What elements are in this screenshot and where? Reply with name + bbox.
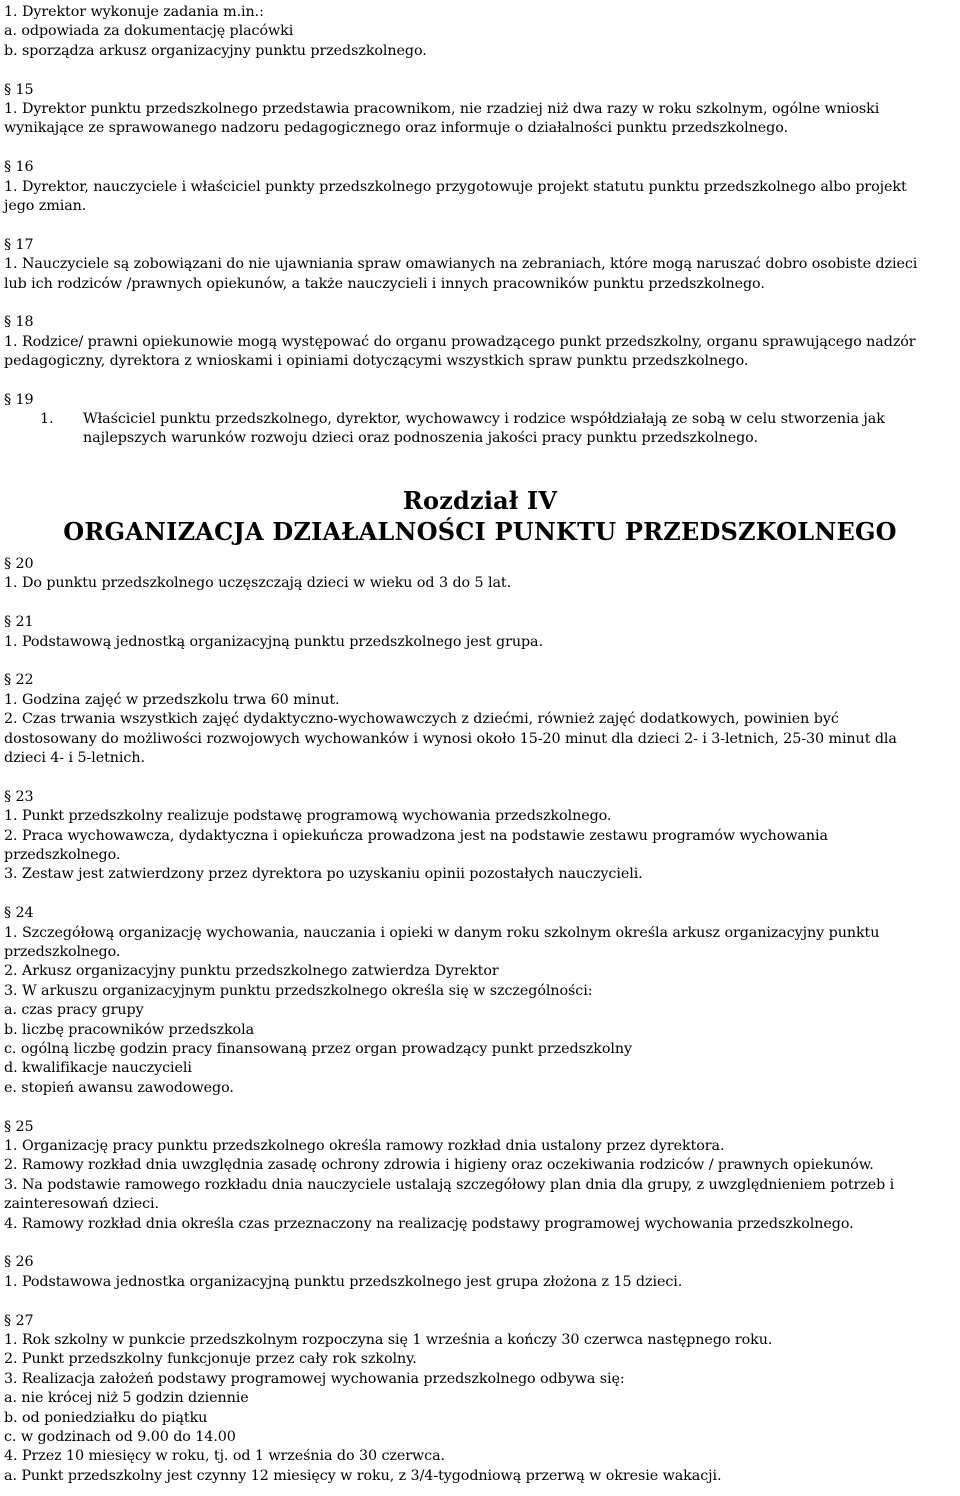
bottom-line-27: e. stopień awansu zawodowego. (4, 1079, 234, 1096)
bottom-line-37: 1. Podstawowa jednostka organizacyjną punktu przedszkolnego jest grupa złożona z 15 dzieci. (4, 1273, 683, 1290)
top-line-5: 1. Dyrektor punktu przedszkolnego przedstawia pracownikom, nie rzadziej niż dwa razy w roku szkolnym, ogólne wnioski (4, 101, 880, 117)
bottom-line-13: 1. Punkt przedszkolny realizuje podstawę programową wychowania przedszkolnego. (4, 808, 612, 825)
bottom-line-9: dostosowany do możliwości rozwojowych wychowanków i wynosi około 15-20 minut dla dzieci 2- i 3-letnich, 25-30 minut dla (4, 730, 897, 747)
top-line-14: lub ich rodziców /prawnych opiekunów, a także nauczycieli i innych pracowników punktu przedszkolnego. (4, 275, 765, 292)
top-line-2: b. sporządza arkusz organizacyjny punktu przedszkolnego. (4, 42, 427, 59)
p19-number: 1. (40, 411, 54, 427)
bottom-line-23: a. czas pracy grupy (4, 1002, 144, 1019)
bottom-line-45: c. w godzinach od 9.00 do 14.00 (4, 1429, 236, 1445)
top-line-0: 1. Dyrektor wykonuje zadania m.in.: (4, 4, 264, 20)
bottom-line-40: 1. Rok szkolny w punkcie przedszkolnym rozpoczyna się 1 września a kończy 30 czerwca następnego roku. (4, 1332, 773, 1348)
bottom-line-7: 1. Godzina zajęć w przedszkolu trwa 60 minut. (4, 691, 340, 708)
bottom-line-25: c. ogólną liczbę godzin pracy finansowaną przez organ prowadzący punkt przedszkolny (4, 1041, 632, 1057)
bottom-paragraph-sign-12: § 23 (4, 788, 34, 805)
top-line-17: 1. Rodzice/ prawni opiekunowie mogą występować do organu prowadzącego punkt przedszkolny, organu sprawującego nadzór (4, 333, 916, 350)
top-line-18: pedagogiczny, dyrektora z wnioskami i opiniami dotyczącymi wszystkich spraw punktu przedszkolnego. (4, 353, 749, 370)
bottom-line-43: a. nie krócej niż 5 godzin dziennie (4, 1390, 249, 1407)
top-line-10: jego zmian. (4, 198, 87, 214)
bottom-line-4: 1. Podstawową jednostką organizacyjną punktu przedszkolnego jest grupa. (4, 633, 543, 650)
bottom-line-34: 4. Ramowy rozkład dnia określa czas przeznaczony na realizację podstawy programowej wychowania przedszkolnego. (4, 1215, 854, 1232)
top-paragraph-sign-16: § 18 (4, 314, 34, 331)
bottom-paragraph-sign-18: § 24 (4, 905, 34, 922)
bottom-line-26: d. kwalifikacje nauczycieli (4, 1060, 192, 1077)
bottom-line-30: 1. Organizację pracy punktu przedszkolnego określa ramowy rozkład dnia ustalony przez dyrektora. (4, 1138, 725, 1154)
bottom-line-8: 2. Czas trwania wszystkich zajęć dydaktyczno-wychowawczych z dziećmi, również zajęć dodatkowych, powinien być (4, 711, 839, 728)
top-paragraph-sign-8: § 16 (4, 159, 34, 176)
bottom-paragraph-sign-3: § 21 (4, 614, 34, 631)
bottom-line-19: 1. Szczegółową organizację wychowania, nauczania i opieki w danym roku szkolnym określa arkusz organizacyjny punktu (4, 924, 880, 941)
chapter-heading: Rozdział IV (402, 486, 558, 515)
top-line-6: wynikające ze sprawowanego nadzoru pedagogicznego oraz informuje o działalności punktu przedszkolnego. (4, 120, 788, 137)
top-line-1: a. odpowiada za dokumentację placówki (4, 23, 294, 40)
bottom-line-14: 2. Praca wychowawcza, dydaktyczna i opiekuńcza prowadzona jest na podstawie zestawu programów wychowania (4, 827, 828, 844)
bottom-paragraph-sign-29: § 25 (4, 1118, 34, 1135)
bottom-line-21: 2. Arkusz organizacyjny punktu przedszkolnego zatwierdza Dyrektor (4, 963, 499, 980)
bottom-line-33: zainteresowań dzieci. (4, 1196, 159, 1213)
bottom-line-32: 3. Na podstawie ramowego rozkładu dnia nauczyciele ustalają szczegółowy plan dnia dla grupy, z uwzględnieniem potrzeb i (4, 1176, 895, 1193)
p19-line-1: Właściciel punktu przedszkolnego, dyrektor, wychowawcy i rodzice współdziałają ze sobą w celu stworzenia jak (83, 411, 885, 427)
bottom-line-16: 3. Zestaw jest zatwierdzony przez dyrektora po uzyskaniu opinii pozostałych nauczycieli. (4, 866, 643, 883)
bottom-line-20: przedszkolnego. (4, 944, 121, 960)
p19-line-2: najlepszych warunków rozwoju dzieci oraz podnoszenia jakości pracy punktu przedszkolnego. (83, 430, 758, 446)
bottom-line-42: 3. Realizacja założeń podstawy programowej wychowania przedszkolnego odbywa się: (4, 1370, 625, 1387)
bottom-line-31: 2. Ramowy rozkład dnia uwzględnia zasadę ochrony zdrowia i higieny oraz oczekiwania rodziców / prawnych opiekunów. (4, 1157, 874, 1174)
top-paragraph-sign-12: § 17 (4, 236, 34, 253)
bottom-line-10: dzieci 4- i 5-letnich. (4, 750, 145, 766)
top-paragraph-sign-4: § 15 (4, 81, 34, 98)
bottom-line-44: b. od poniedziałku do piątku (4, 1409, 208, 1426)
bottom-line-1: 1. Do punktu przedszkolnego uczęszczają dzieci w wieku od 3 do 5 lat. (4, 575, 512, 592)
bottom-paragraph-sign-6: § 22 (4, 672, 34, 689)
bottom-paragraph-sign-36: § 26 (4, 1254, 34, 1271)
bottom-line-24: b. liczbę pracowników przedszkola (4, 1021, 255, 1038)
bottom-line-22: 3. W arkuszu organizacyjnym punktu przedszkolnego określa się w szczególności: (4, 982, 593, 999)
bottom-paragraph-sign-0: § 20 (4, 556, 34, 572)
bottom-line-47: a. Punkt przedszkolny jest czynny 12 miesięcy w roku, z 3/4-tygodniową przerwą w okresie wakacji. (4, 1467, 722, 1484)
bottom-line-15: przedszkolnego. (4, 847, 121, 863)
bottom-line-46: 4. Przez 10 miesięcy w roku, tj. od 1 września do 30 czerwca. (4, 1448, 445, 1465)
top-paragraph-sign-20: § 19 (4, 392, 34, 408)
chapter-title: ORGANIZACJA DZIAŁALNOŚCI PUNKTU PRZEDSZKOLNEGO (63, 517, 897, 546)
bottom-paragraph-sign-39: § 27 (4, 1312, 34, 1329)
bottom-line-41: 2. Punkt przedszkolny funkcjonuje przez cały rok szkolny. (4, 1351, 417, 1368)
top-line-13: 1. Nauczyciele są zobowiązani do nie ujawniania spraw omawianych na zebraniach, które mogą naruszać dobro osobiste dzieci (4, 256, 918, 273)
top-line-9: 1. Dyrektor, nauczyciele i właściciel punkty przedszkolnego przygotowuje projekt statutu punktu przedszkolnego albo projekt (4, 178, 907, 195)
